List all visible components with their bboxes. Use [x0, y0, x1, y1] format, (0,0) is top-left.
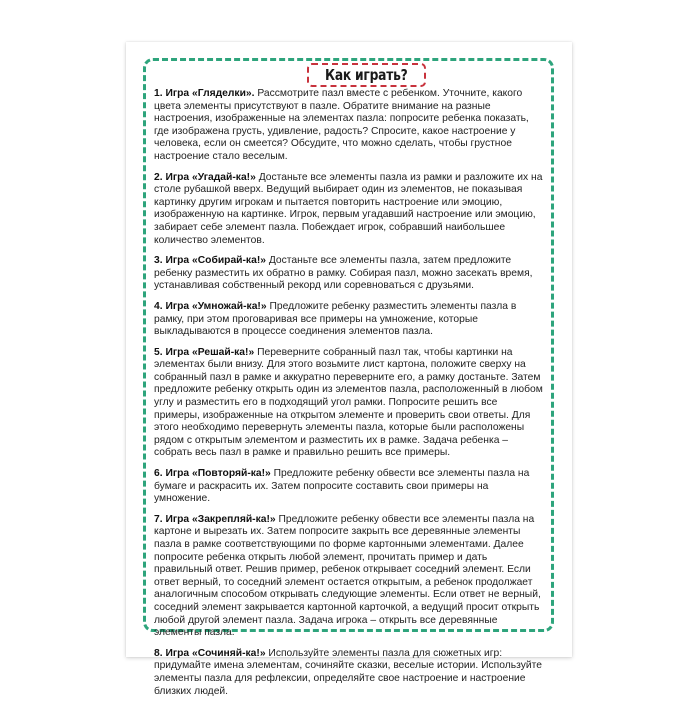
page-title: Как играть?	[325, 66, 408, 84]
game-title: 7. Игра «Закрепляй-ка!»	[154, 513, 276, 525]
game-title: 4. Игра «Умножай-ка!»	[154, 300, 267, 312]
game-item-4	[154, 301, 546, 339]
game-item-2	[154, 172, 546, 248]
games-list	[154, 88, 546, 706]
game-description: Достаньте все элементы пазла, затем предложите ребенку разместить их обратно в рамку. Собирая пазл, можно засекать время, устанавливая собственный рекорд или соревноваться с друзьями.	[154, 255, 533, 292]
game-description: Рассмотрите пазл вместе с ребенком. Уточните, какого цвета элементы присутствуют в пазле. Обратите внимание на разные настроения, изображенные на элементах пазла: попросите ребенка показать, где изображена грусть, удивление, радость? Спросите, какое настроение у человека, если он смеется? Обсудите, что можно сделать, чтобы грустное настроение стало веселым.	[154, 88, 529, 162]
game-description: Переверните собранный пазл так, чтобы картинки на элементах были внизу. Для этого возьмите лист картона, положите сверху на собранный пазл в рамке и аккуратно переверните его, а рамку достаньте. Затем предложите ребенку открыть один из элементов пазла, расположенный в любом углу и разместить его в подходящий угол рамки. Попросите решить все примеры, изображенные на открытом элементе и проверить свои ответы. Для этого необходимо перевернуть элементы пазла, которые были расположены рядом с открытым элементом и разместить их в рамке. Задача ребенка – собрать весь пазл в рамке и правильно решить все примеры.	[154, 346, 543, 459]
game-description: Достаньте все элементы пазла из рамки и разложите их на столе рубашкой вверх. Ведущий выбирает один из элементов, не показывая картинку другим игрокам и пытается повторить настроение или эмоцию, изображенную на картинке. Игрок, первым угадавший настроение или эмоцию, забирает себе элемент пазла. Побеждает игрок, собравший наибольшее количество элементов.	[154, 171, 543, 246]
game-description: Предложите ребенку обвести все элементы пазла на бумаге и раскрасить их. Затем попросите составить свои примеры на умножение.	[154, 468, 530, 505]
game-title: 3. Игра «Собирай-ка!»	[154, 255, 266, 267]
instruction-sheet	[126, 42, 572, 697]
game-title: 8. Игра «Сочиняй-ка!»	[154, 647, 266, 659]
game-item-8	[154, 648, 546, 698]
game-item-5	[154, 347, 546, 460]
game-description: Используйте элементы пазла для сюжетных игр: придумайте имена элементам, сочиняйте сказки, веселые истории. Используйте элементы пазла для рефлексии, определяйте свое настроение и настроение близких людей.	[154, 647, 542, 697]
game-title: 5. Игра «Решай-ка!»	[154, 346, 255, 358]
game-item-1	[154, 88, 546, 164]
game-title: 6. Игра «Повторяй-ка!»	[154, 468, 271, 480]
game-item-7	[154, 514, 546, 640]
game-title: 1. Игра «Гляделки».	[154, 88, 255, 99]
game-description: Предложите ребенку обвести все элементы пазла на картоне и вырезать их. Затем попросите закрыть все деревянные элементы пазла в рамке соответствующими по форме картонными элементами. Далее попросите ребенка открыть любой элемент, прочитать пример и дать правильный ответ. Решив пример, ребенок открывает соседний элемент. Если ответ верный, то соседний элемент остается открытым, а ребенок продолжает аналогичным способом открывать следующие элементы. Если ответ не верный, соседний элемент закрывается картонной карточкой, а ведущий просит открыть любой другой элемент пазла. Задача игрока – открыть все деревянные элементы пазла.	[154, 513, 541, 639]
game-item-6	[154, 468, 546, 506]
game-description: Предложите ребенку разместить элементы пазла в рамку, при этом проговаривая все примеры на умножение, которые выкладываются в процессе соединения элементов пазла.	[154, 300, 517, 338]
game-title: 2. Игра «Угадай-ка!»	[154, 171, 256, 183]
game-item-3	[154, 255, 546, 293]
title-badge	[307, 63, 426, 87]
